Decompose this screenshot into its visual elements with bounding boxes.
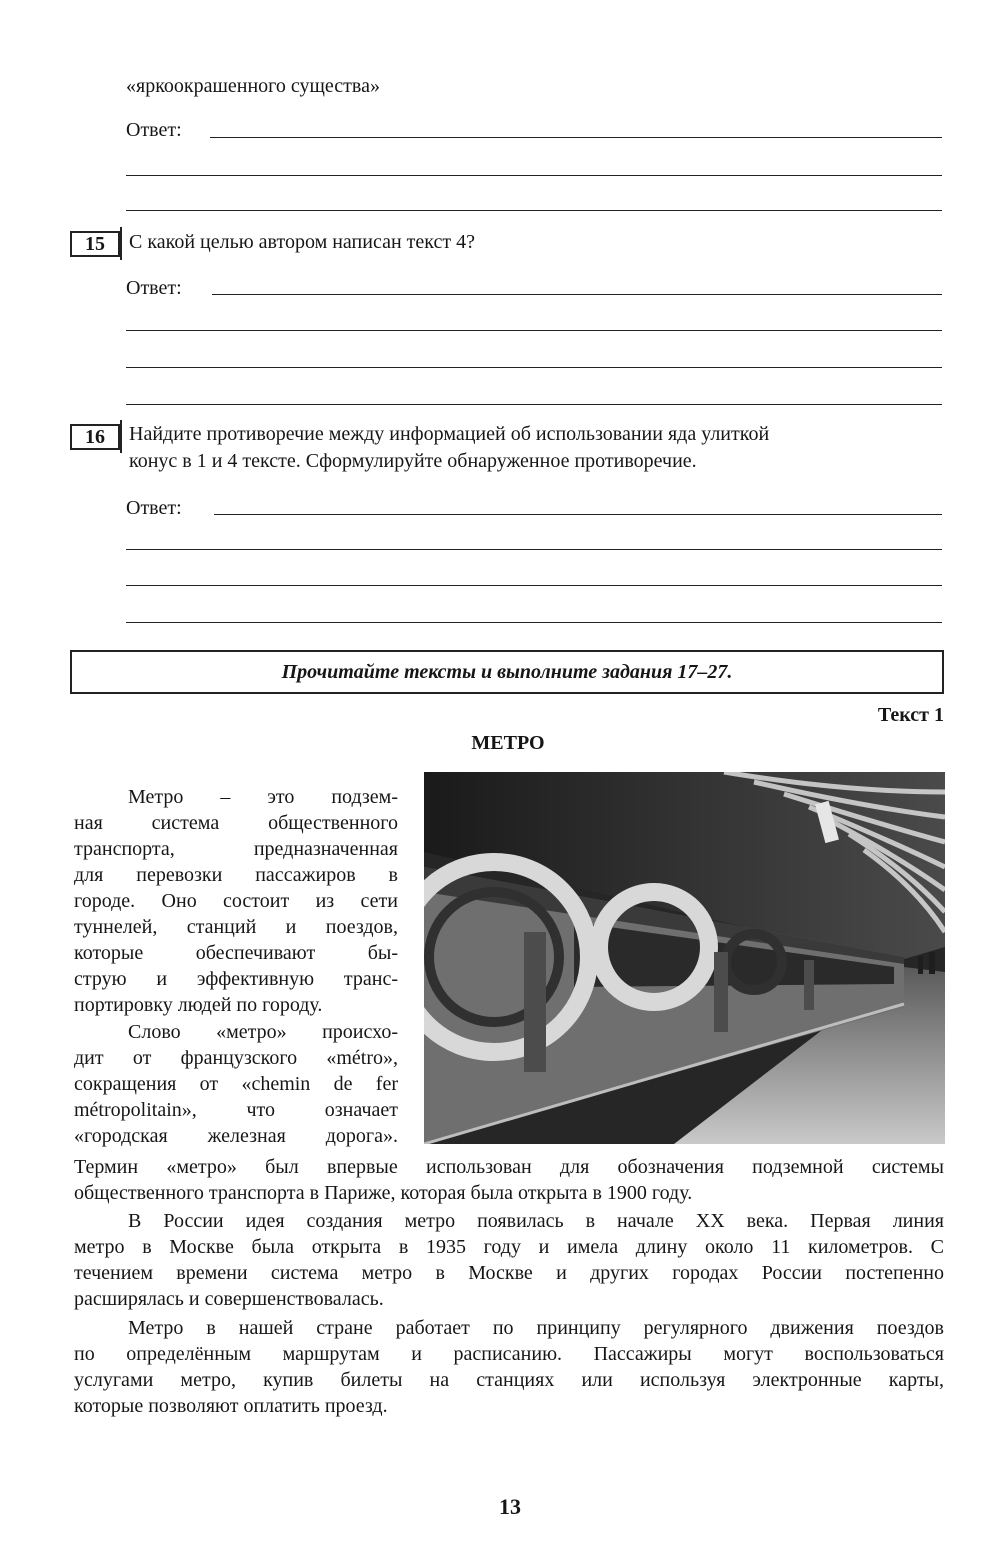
answer-line[interactable] <box>212 294 942 295</box>
question-15-text: С какой целью автором написан текст 4? <box>129 231 475 253</box>
narrow-line: которые обеспечивают бы- <box>74 942 398 964</box>
body-line: общественного транспорта в Париже, которая была открыта в 1900 году. <box>74 1182 693 1204</box>
question-fragment: «яркоокрашенного существа» <box>126 75 380 97</box>
narrow-line: туннелей, станций и поездов, <box>74 916 398 938</box>
question-number-15: 15 <box>70 231 120 257</box>
body-line: по определённым маршрутам и расписанию. Пассажиры могут воспользоваться <box>74 1343 944 1365</box>
narrow-line: ная системa общественного <box>74 812 398 834</box>
narrow-line: Слово «метро» происхо- <box>128 1021 398 1043</box>
narrow-line: Метро – это подзем- <box>128 786 398 808</box>
answer-label: Ответ: <box>126 277 182 299</box>
answer-label: Ответ: <box>126 119 182 141</box>
body-line: В России идея создания метро появилась в начале XX века. Первая линия <box>128 1210 944 1232</box>
body-line: которые позволяют оплатить проезд. <box>74 1395 388 1417</box>
answer-line[interactable] <box>214 514 942 515</box>
instruction-banner: Прочитайте тексты и выполните задания 17–27. <box>70 650 944 694</box>
narrow-line: струю и эффективную транс- <box>74 968 398 990</box>
answer-line[interactable] <box>126 175 942 176</box>
metro-train-image <box>424 772 945 1144</box>
narrow-line: дит от французского «métro», <box>74 1047 398 1069</box>
answer-line[interactable] <box>126 330 942 331</box>
question-16-line-2: конус в 1 и 4 тексте. Сформулируйте обнаруженное противоречие. <box>129 450 697 472</box>
page-number: 13 <box>499 1494 521 1519</box>
narrow-line: городе. Оно состоит из сети <box>74 890 398 912</box>
question-number-16: 16 <box>70 424 120 450</box>
question-divider <box>120 227 122 260</box>
body-line: Метро в нашей стране работает по принципу регулярного движения поездов <box>128 1317 944 1339</box>
metro-photo <box>424 772 945 1144</box>
answer-line[interactable] <box>126 210 942 211</box>
narrow-line: портировку людей по городу. <box>74 994 323 1016</box>
question-16-line-1: Найдите противоречие между информацией об использовании яда улиткой <box>129 423 770 445</box>
answer-label: Ответ: <box>126 497 182 519</box>
narrow-line: «городская железная дорога». <box>74 1125 398 1147</box>
answer-line[interactable] <box>126 549 942 550</box>
body-line: Термин «метро» был впервые использован для обозначения подземной системы <box>74 1156 944 1178</box>
body-line: расширялась и совершенствовалась. <box>74 1288 384 1310</box>
question-divider <box>120 420 122 453</box>
answer-line[interactable] <box>126 367 942 368</box>
answer-line[interactable] <box>126 404 942 405</box>
answer-line[interactable] <box>126 585 942 586</box>
answer-line[interactable] <box>210 137 942 138</box>
text-label: Текст 1 <box>877 704 944 726</box>
narrow-line: métropolitain», что означает <box>74 1099 398 1121</box>
narrow-line: для перевозки пассажиров в <box>74 864 398 886</box>
narrow-line: транспорта, предназначенная <box>74 838 398 860</box>
narrow-line: сокращения от «chemin de fer <box>74 1073 398 1095</box>
body-line: метро в Москве была открыта в 1935 году и имела длину около 11 километров. С <box>74 1236 944 1258</box>
body-line: течением времени система метро в Москве и других городах России постепенно <box>74 1262 944 1284</box>
answer-line[interactable] <box>126 622 942 623</box>
article-title: МЕТРО <box>471 732 545 754</box>
body-line: услугами метро, купив билеты на станциях или используя электронные карты, <box>74 1369 944 1391</box>
